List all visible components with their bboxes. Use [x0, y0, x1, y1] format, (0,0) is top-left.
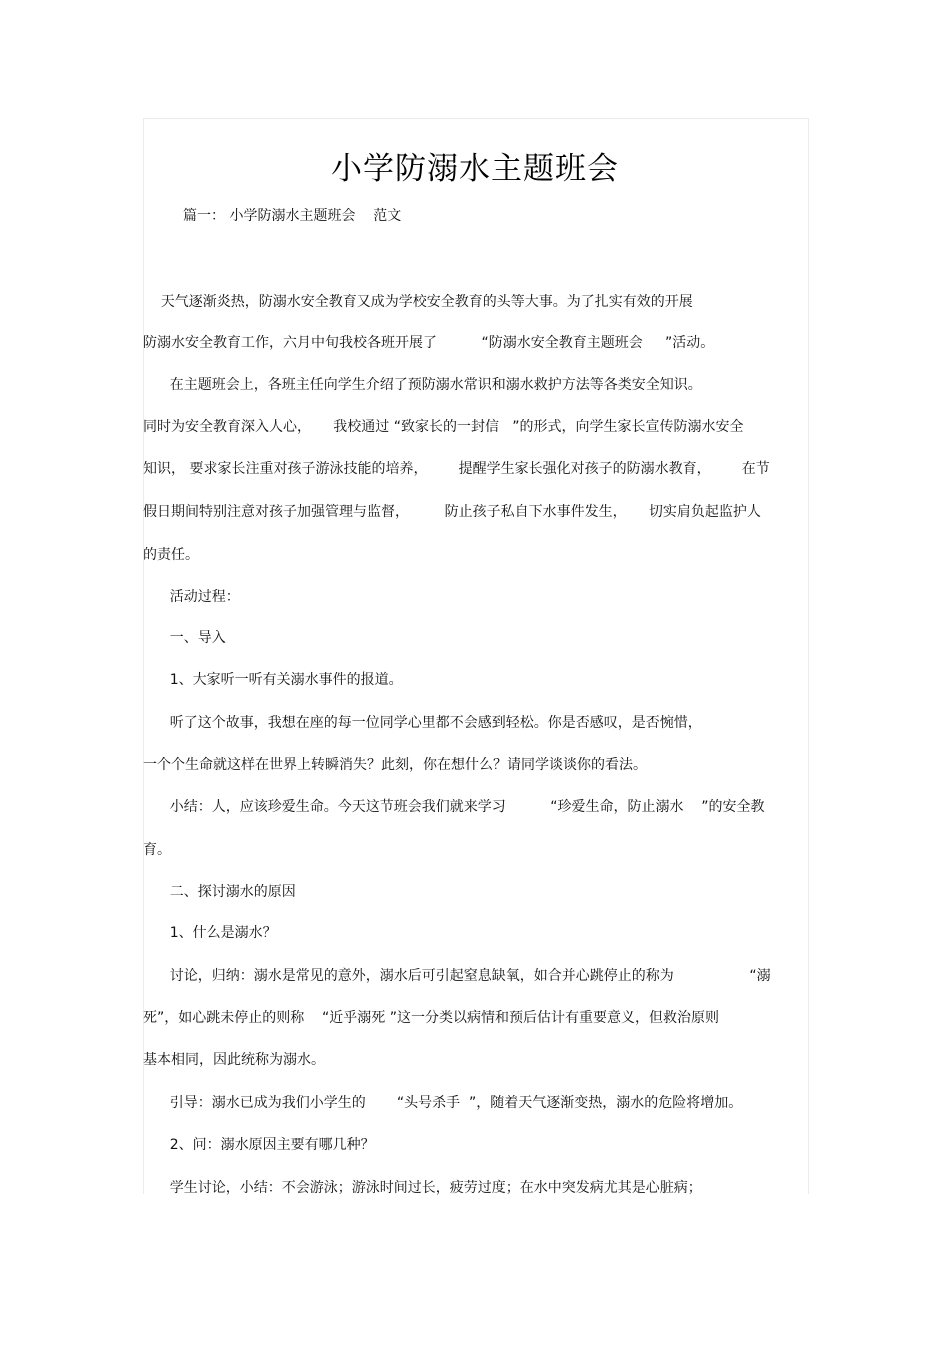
body-line: 讨论，归纳：溺水是常见的意外，溺水后可引起窒息缺氧，如合并心跳停止的称为 “溺 [143, 968, 771, 984]
document-page [143, 118, 809, 1194]
body-line: 学生讨论，小结：不会游泳；游泳时间过长，疲劳过度；在水中突发病尤其是心脏病； [143, 1180, 702, 1196]
body-line: 知识， 要求家长注重对孩子游泳技能的培养， 提醒学生家长强化对孩子的防溺水教育， 在节 [143, 461, 770, 477]
body-line: 的责任。 [143, 547, 199, 563]
body-line: 在主题班会上，各班主任向学生介绍了预防溺水常识和溺水救护方法等各类安全知识。 [143, 377, 702, 393]
body-line: 育。 [143, 842, 171, 858]
document-subtitle: 篇一： 小学防溺水主题班会 范文 [183, 208, 402, 224]
body-line: 二、探讨溺水的原因 [143, 884, 296, 900]
body-line: 基本相同，因此统称为溺水。 [143, 1052, 325, 1068]
body-line: 1、什么是溺水？ [143, 925, 277, 941]
body-line: 死”，如心跳未停止的则称 “近乎溺死 ”这一分类以病情和预后估计有重要意义，但救治原则 [143, 1010, 720, 1026]
body-line: 假日期间特别注意对孩子加强管理与监督， 防止孩子私自下水事件发生， 切实肩负起监护人 [143, 504, 761, 520]
body-line: 活动过程： [143, 589, 240, 605]
body-line: 同时为安全教育深入人心， 我校通过 “致家长的一封信 ”的形式，向学生家长宣传防溺水安全 [143, 419, 744, 435]
body-line: 防溺水安全教育工作，六月中旬我校各班开展了 “防溺水安全教育主题班会 ”活动。 [143, 335, 715, 351]
body-line: 2、问：溺水原因主要有哪几种？ [143, 1137, 375, 1153]
body-line: 小结：人，应该珍爱生命。今天这节班会我们就来学习 “珍爱生命，防止溺水 ”的安全教 [143, 799, 765, 815]
body-line: 1、大家听一听有关溺水事件的报道。 [143, 672, 403, 688]
body-line: 引导：溺水已成为我们小学生的 “头号杀手 ”，随着天气逐渐变热，溺水的危险将增加。 [143, 1095, 743, 1111]
document-title: 小学防溺水主题班会 [331, 151, 619, 187]
body-line: 一个个生命就这样在世界上转瞬消失？此刻，你在想什么？请同学谈谈你的看法。 [143, 757, 647, 773]
body-line: 听了这个故事，我想在座的每一位同学心里都不会感到轻松。你是否感叹，是否惋惜， [143, 715, 702, 731]
body-line: 一、导入 [143, 630, 226, 646]
body-line: 天气逐渐炎热，防溺水安全教育又成为学校安全教育的头等大事。为了扎实有效的开展 [143, 294, 693, 310]
